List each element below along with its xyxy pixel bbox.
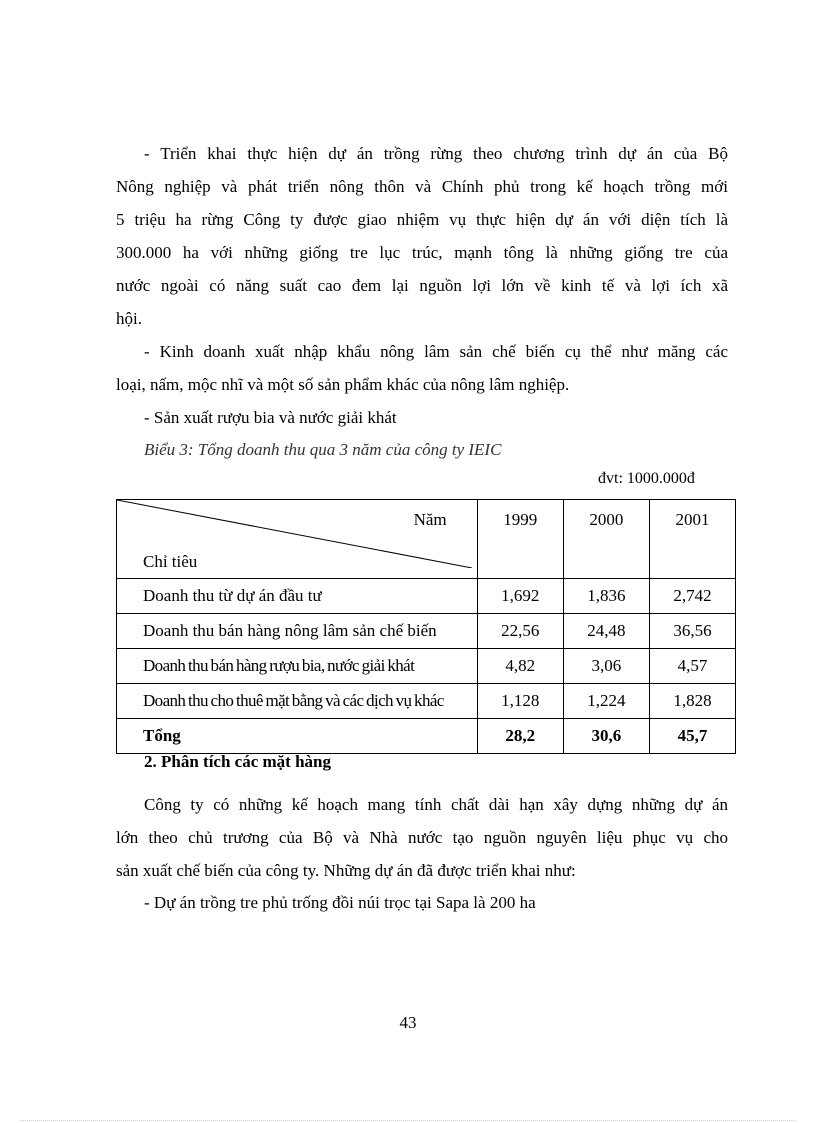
- text-line: loại, nấm, mộc nhĩ và một số sản phẩm khác của nông lâm nghiệp.: [116, 375, 570, 394]
- table-row: [117, 684, 736, 719]
- cell-value: 4,82: [477, 649, 563, 684]
- item-header-label: Chỉ tiêu: [143, 552, 198, 571]
- text-line: 5 triệu ha rừng Công ty được giao nhiệm vụ thực hiện dự án với diện tích là: [116, 210, 728, 229]
- section-heading: 2. Phân tích các mặt hàng: [144, 752, 331, 771]
- year-header: 1999: [477, 500, 563, 579]
- total-label: Tổng: [117, 719, 478, 754]
- page-bottom-divider: [20, 1120, 796, 1121]
- cell-value: 3,06: [563, 649, 649, 684]
- page-number: 43: [399, 1013, 417, 1032]
- paragraph-import-export: [116, 335, 728, 401]
- year-header: 2001: [649, 500, 735, 579]
- total-value: 30,6: [563, 719, 649, 754]
- text-line: - Triển khai thực hiện dự án trồng rừng theo chương trình dự án của Bộ: [144, 144, 728, 163]
- paragraph-projects: [116, 788, 728, 887]
- row-label: Doanh thu từ dự án đầu tư: [117, 579, 478, 614]
- text-line: lớn theo chủ trương của Bộ và Nhà nước tạo nguồn nguyên liệu phục vụ cho: [116, 828, 728, 847]
- year-header: 2000: [563, 500, 649, 579]
- text-line: 300.000 ha với những giống tre lục trúc, mạnh tông là những giống tre của: [116, 243, 728, 262]
- year-header-label: Năm: [413, 510, 447, 529]
- text-line: sản xuất chế biến của công ty. Những dự án đã được triển khai như:: [116, 861, 576, 880]
- text-line: - Kinh doanh xuất nhập khẩu nông lâm sản chế biến cụ thể như măng các: [144, 342, 728, 361]
- row-label: Doanh thu bán hàng rượu bia, nước giải khát: [117, 649, 478, 684]
- total-value: 28,2: [477, 719, 563, 754]
- revenue-table: [116, 499, 736, 754]
- cell-value: 1,836: [563, 579, 649, 614]
- cell-value: 1,828: [649, 684, 735, 719]
- table-caption: Biểu 3: Tổng doanh thu qua 3 năm của công ty IEIC: [144, 440, 502, 459]
- cell-value: 1,128: [477, 684, 563, 719]
- table-row: [117, 614, 736, 649]
- table-row: [117, 649, 736, 684]
- diagonal-header-cell: [117, 500, 478, 579]
- cell-value: 2,742: [649, 579, 735, 614]
- table-row: [117, 579, 736, 614]
- cell-value: 24,48: [563, 614, 649, 649]
- text-line: Nông nghiệp và phát triển nông thôn và Chính phủ trong kế hoạch trồng mới: [116, 177, 728, 196]
- text-line: - Dự án trồng tre phủ trống đồi núi trọc tại Sapa là 200 ha: [144, 893, 536, 912]
- row-label: Doanh thu cho thuê mặt bằng và các dịch vụ khác: [117, 684, 478, 719]
- paragraph-afforestation: [116, 137, 728, 335]
- cell-value: 1,224: [563, 684, 649, 719]
- cell-value: 22,56: [477, 614, 563, 649]
- paragraph-sapa: [116, 886, 728, 919]
- row-label: Doanh thu bán hàng nông lâm sản chế biến: [117, 614, 478, 649]
- paragraph-beer: [116, 401, 728, 434]
- unit-label: đvt: 1000.000đ: [598, 470, 695, 487]
- table-total-row: [117, 719, 736, 754]
- table-header-row: [117, 500, 736, 579]
- text-line: hội.: [116, 309, 142, 328]
- cell-value: 4,57: [649, 649, 735, 684]
- cell-value: 36,56: [649, 614, 735, 649]
- text-line: - Sản xuất rượu bia và nước giải khát: [144, 408, 397, 427]
- total-value: 45,7: [649, 719, 735, 754]
- text-line: Công ty có những kế hoạch mang tính chất dài hạn xây dựng những dự án: [144, 795, 728, 814]
- text-line: nước ngoài có năng suất cao đem lại nguồn lợi lớn về kinh tế và lợi ích xã: [116, 276, 728, 295]
- cell-value: 1,692: [477, 579, 563, 614]
